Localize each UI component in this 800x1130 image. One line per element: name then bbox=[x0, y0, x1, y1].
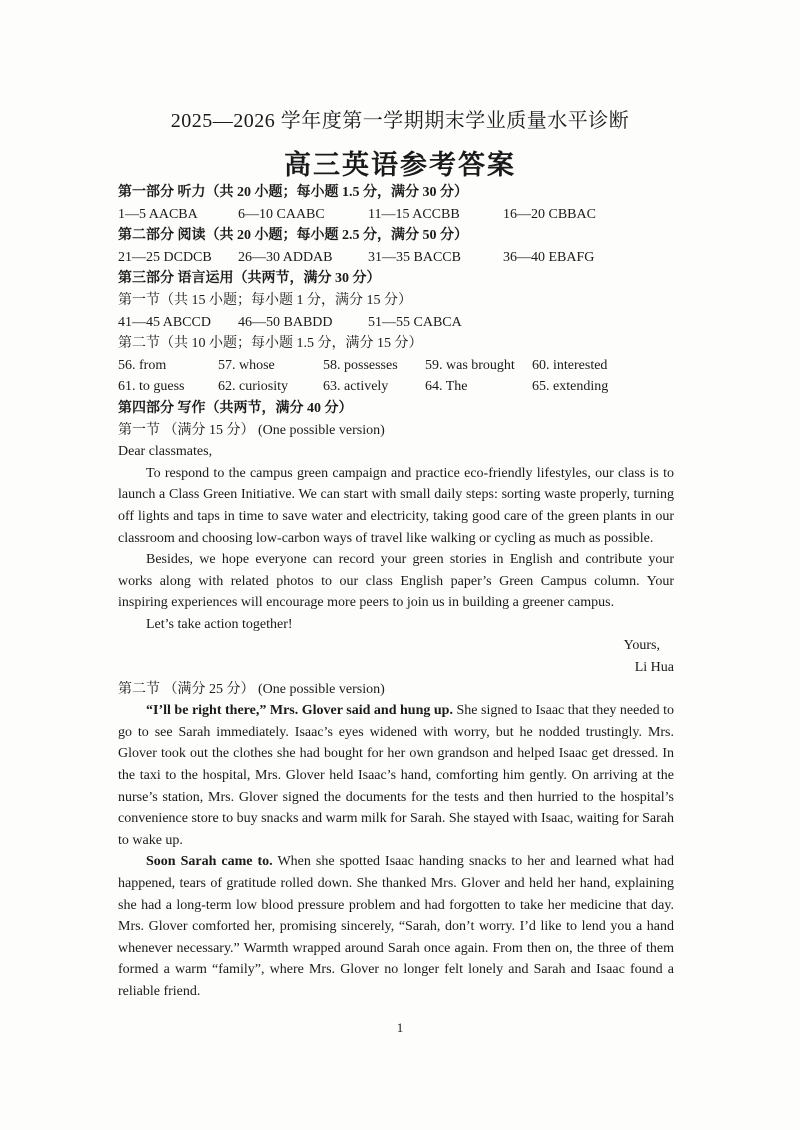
part3-section2-heading: 第二节（共 10 小题；每小题 1.5 分，满分 15 分） bbox=[118, 336, 423, 352]
answer-group: 16—20 CBBAC bbox=[503, 206, 596, 222]
letter-paragraph: Let’s take action together! bbox=[146, 616, 293, 632]
answer-group: 46—50 BABDD bbox=[238, 314, 333, 330]
part1-heading: 第一部分 听力（共 20 小题；每小题 1.5 分，满分 30 分） bbox=[118, 185, 468, 200]
letter-closing: Yours, bbox=[623, 638, 660, 654]
exam-title: 2025—2026 学年度第一学期期末学业质量水平诊断 bbox=[170, 110, 630, 132]
story-paragraph bbox=[118, 851, 674, 1002]
part3-section2-row2 bbox=[118, 376, 674, 398]
answer-item: 57. whose bbox=[218, 357, 275, 373]
letter-signature: Li Hua bbox=[634, 660, 674, 676]
answer-group: 21—25 DCDCB bbox=[118, 249, 212, 265]
answer-group: 26—30 ADDAB bbox=[238, 249, 333, 265]
answer-item: 56. from bbox=[118, 357, 167, 373]
answer-item: 64. The bbox=[425, 379, 468, 395]
part4-section1-heading: 第一节 （满分 15 分） (One possible version) bbox=[118, 422, 385, 438]
story-lead-sentence: “I’ll be right there,” Mrs. Glover said and hung up. bbox=[146, 703, 453, 719]
letter-greeting: Dear classmates, bbox=[118, 444, 213, 460]
answer-content bbox=[118, 182, 674, 1003]
story-lead-sentence: Soon Sarah came to. bbox=[146, 854, 273, 870]
answer-group: 36—40 EBAFG bbox=[503, 249, 595, 265]
letter-paragraph: Besides, we hope everyone can record your green stories in English and contribute your works along with related photos to our class English paper’s Green Campus column. Your inspiring experiences will encourage more peers to join us in building a greener campus. bbox=[118, 552, 674, 611]
part4-heading: 第四部分 写作（共两节，满分 40 分） bbox=[118, 400, 353, 416]
answer-item: 59. was brought bbox=[425, 357, 515, 373]
answer-group: 11—15 ACCBB bbox=[368, 206, 460, 222]
part2-answers bbox=[118, 247, 674, 269]
answer-group: 31—35 BACCB bbox=[368, 249, 461, 265]
answer-item: 61. to guess bbox=[118, 379, 185, 395]
answer-item: 58. possesses bbox=[323, 357, 398, 373]
answer-item: 65. extending bbox=[532, 379, 609, 395]
answer-item: 63. actively bbox=[323, 379, 389, 395]
story-body: When she spotted Isaac handing snacks to her and learned what had happened, tears of gratitude rolled down. She thanked Mrs. Glover and held her hand, explaining she had a long-term low blood pressure problem and had forgotten to take her medicine that day. Mrs. Glover comforted her, promising sincerely, “Sarah, don’t worry. I’d like to lend you a hand whenever necessary.” Warmth wrapped around Sarah once again. From then on, the three of them formed a warm “family”, where Mrs. Glover no longer felt lonely and Sarah and Isaac found a reliable friend. bbox=[118, 854, 674, 999]
story-body: She signed to Isaac that they needed to go to see Sarah immediately. Isaac’s eyes widened with worry, but he nodded trustingly. Mrs. Glover took out the clothes she had bought for her own grandson and helped Isaac get dressed. In the taxi to the hospital, Mrs. Glover held Isaac’s hand, comforting him gently. On arriving at the nurse’s station, Mrs. Glover signed the documents for the tests and then hurried to the hospital’s convenience store to buy snacks and warm milk for Sarah. She stayed with Isaac, waiting for Sarah to wake up. bbox=[118, 703, 674, 848]
answer-group: 41—45 ABCCD bbox=[118, 314, 211, 330]
answer-group: 1—5 AACBA bbox=[118, 206, 198, 222]
part3-section1-answers bbox=[118, 312, 674, 334]
part3-section1-heading: 第一节（共 15 小题；每小题 1 分，满分 15 分） bbox=[118, 292, 412, 308]
part3-section2-row1 bbox=[118, 355, 674, 377]
story-paragraph bbox=[118, 700, 674, 851]
answer-group: 6—10 CAABC bbox=[238, 206, 325, 222]
answer-key-title: 高三英语参考答案 bbox=[284, 150, 516, 180]
letter-paragraph: To respond to the campus green campaign and practice eco-friendly lifestyles, our class is to launch a Class Green Initiative. We can start with small daily steps: sorting waste properly, turning off lights and taps in time to save water and electricity, taking good care of the green plants in our classroom and choosing low-carbon ways of travel like walking or cycling as much as possible. bbox=[118, 465, 674, 546]
answer-item: 62. curiosity bbox=[218, 379, 288, 395]
part4-section2-heading: 第二节 （满分 25 分） (One possible version) bbox=[118, 681, 385, 697]
answer-item: 60. interested bbox=[532, 357, 608, 373]
page-number: 1 bbox=[396, 1020, 404, 1035]
part3-heading: 第三部分 语言运用（共两节，满分 30 分） bbox=[118, 271, 381, 287]
part1-answers bbox=[118, 204, 674, 226]
part2-heading: 第二部分 阅读（共 20 小题；每小题 2.5 分，满分 50 分） bbox=[118, 228, 468, 244]
answer-group: 51—55 CABCA bbox=[368, 314, 462, 330]
